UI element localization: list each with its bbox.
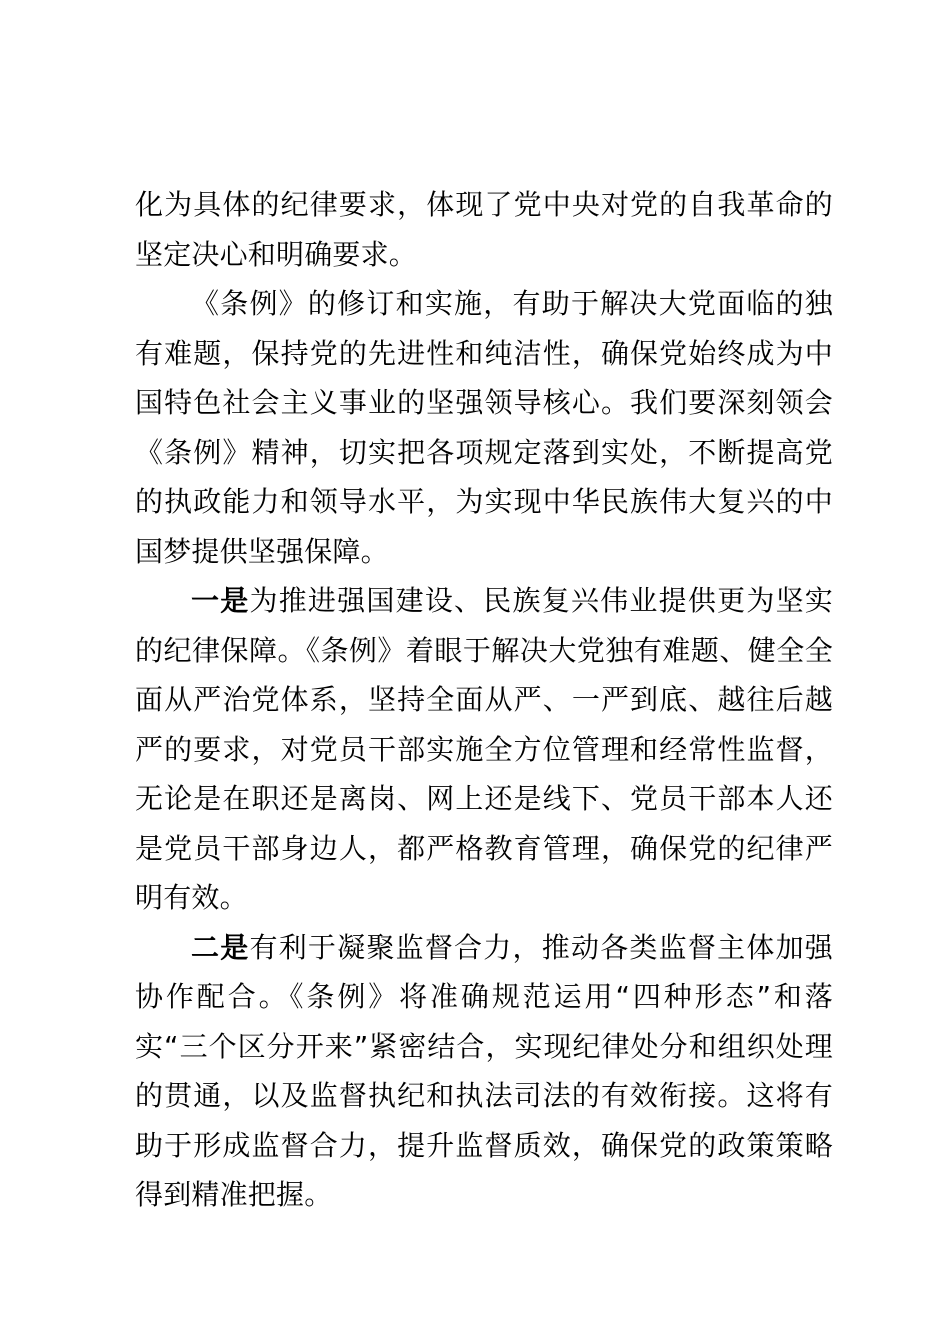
paragraph-text: 为推进强国建设、民族复兴伟业提供更为坚实的纪律保障。《条例》着眼于解决大党独有难题、健全全面从严治党体系，坚持全面从严、一严到底、越往后越严的要求，对党员干部实施全方位管理和经常性监督，无论是在职还是离岗、网上还是线下、党员干部本人还是党员干部身边人，都严格教育管理，确保党的纪律严明有效。	[135, 584, 833, 914]
paragraph-text: 有利于凝聚监督合力，推动各类监督主体加强协作配合。《条例》将准确规范运用“四种形态”和落实“三个区分开来”紧密结合，实现纪律处分和组织处理的贯通，以及监督执纪和执法司法的有效衔接。这将有助于形成监督合力，提升监督质效，确保党的政策策略得到精准把握。	[135, 930, 833, 1211]
paragraph-point-one	[135, 576, 833, 923]
paragraph-point-two	[135, 923, 833, 1220]
paragraph-lead: 一是	[191, 584, 250, 617]
paragraph-text: 《条例》的修订和实施，有助于解决大党面临的独有难题，保持党的先进性和纯洁性，确保党始终成为中国特色社会主义事业的坚强领导核心。我们要深刻领会《条例》精神，切实把各项规定落到实处，不断提高党的执政能力和领导水平，为实现中华民族伟大复兴的中国梦提供坚强保障。	[135, 287, 833, 568]
paragraph-lead: 二是	[191, 930, 250, 964]
paragraph-regulation-significance	[135, 279, 833, 576]
paragraph-continuation	[135, 180, 833, 279]
document-body	[135, 180, 833, 1220]
paragraph-text: 化为具体的纪律要求，体现了党中央对党的自我革命的坚定决心和明确要求。	[135, 188, 833, 271]
